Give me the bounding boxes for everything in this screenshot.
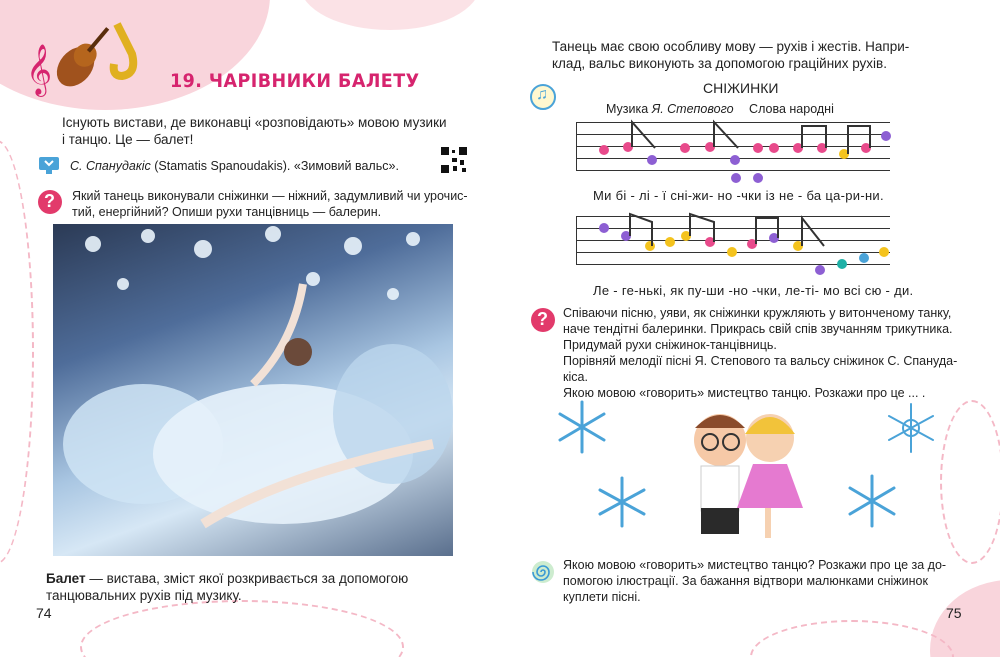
listening-text xyxy=(70,158,410,174)
pink-blob xyxy=(300,0,480,30)
violin-icon xyxy=(22,14,152,104)
task-line: куплети пісні. xyxy=(563,590,641,604)
task-line: Якою мовою «говорить» мистецтво танцю? Розкажи про це за до- xyxy=(563,558,947,572)
composer-name: Я. Степового xyxy=(651,102,734,116)
task-line: Придумай рухи сніжинок-танцівниць. xyxy=(563,338,777,352)
snowflake-icon xyxy=(596,476,648,528)
spiral-icon xyxy=(531,560,555,584)
task-line: Порівняй мелодії пісні Я. Степового та вальсу сніжинок С. Спануда- xyxy=(563,354,958,368)
question-line: тий, енергійний? Опиши рухи танцівниць — балерин. xyxy=(72,205,382,219)
dashed-swirl xyxy=(80,600,404,657)
qr-code-icon[interactable] xyxy=(440,146,468,174)
question-icon: ? xyxy=(38,190,62,214)
note-flowers-row1 xyxy=(599,122,891,183)
definition-term: Балет xyxy=(46,571,86,586)
snowflake-icon xyxy=(885,402,937,454)
song-credits xyxy=(606,102,906,116)
question-text xyxy=(72,188,472,220)
intro-line: клад, вальс виконують за допомогою граційних рухів. xyxy=(552,56,887,71)
saxophone-icon xyxy=(114,24,134,76)
lyrics-line: Ле - ге-нькі, як пу-ши -но -чки, ле-ті- мо всі сю - ди. xyxy=(593,283,914,298)
dashed-swirl xyxy=(940,400,1000,564)
definition-line: — вистава, зміст якої розкривається за допомогою xyxy=(85,571,409,586)
song-title: СНІЖИНКИ xyxy=(703,80,779,96)
task-line: наче тендітні балеринки. Прикрась свій спів звучанням трикутника. xyxy=(563,322,953,336)
intro-text xyxy=(62,114,472,148)
lyrics-line: Ми бі - лі - ї сні-жи- но -чки із не - ба ца-ри-ни. xyxy=(593,188,884,203)
definition-text xyxy=(46,570,472,604)
dashed-swirl xyxy=(750,620,954,657)
question-icon: ? xyxy=(531,308,555,332)
ballet-photo xyxy=(53,224,453,556)
intro-line: і танцю. Це — балет! xyxy=(62,132,194,147)
music-label: Музика xyxy=(606,102,652,116)
piece-name: (Stamatis Spanoudakis). «Зимовий вальс». xyxy=(150,159,399,173)
snowflake-icon xyxy=(555,400,609,454)
definition-line: танцювальних рухів під музику. xyxy=(46,588,242,603)
task-line: Якою мовою «говорить» мистецтво танцю. Розкажи про це ... . xyxy=(563,386,926,400)
intro-line: Танець має свою особливу мову — рухів і жестів. Напри- xyxy=(552,39,910,54)
monitor-icon xyxy=(38,156,60,176)
right-intro-text xyxy=(552,38,974,72)
composer-name: С. Спанудакіс xyxy=(70,159,151,173)
task-text xyxy=(563,305,973,401)
lesson-title: 19. ЧАРІВНИКИ БАЛЕТУ xyxy=(170,70,420,92)
note-flowers-row2 xyxy=(599,214,889,275)
intro-line: Існують вистави, де виконавці «розповідають» мовою музики xyxy=(62,115,447,130)
flower-notes xyxy=(590,118,900,293)
treble-clef-icon: 𝄞 xyxy=(26,44,53,95)
question-line: Який танець виконували сніжинки — ніжний, задумливий чи урочис- xyxy=(72,189,468,203)
lyrics-label: Слова народні xyxy=(749,102,834,116)
music-note-icon: ♫ xyxy=(530,84,556,110)
snowflake-icon xyxy=(845,474,899,528)
dashed-swirl xyxy=(0,140,34,564)
task-line: Співаючи пісню, уяви, як сніжинки кружляють у витонченому танку, xyxy=(563,306,952,320)
dancing-kids-illustration xyxy=(665,400,815,550)
task2-text xyxy=(563,557,963,605)
page-number: 75 xyxy=(946,605,962,621)
page-number: 74 xyxy=(36,605,52,621)
task-line: помогою ілюстрації. За бажання відтвори малюнками сніжинок xyxy=(563,574,928,588)
task-line: кіса. xyxy=(563,370,588,384)
